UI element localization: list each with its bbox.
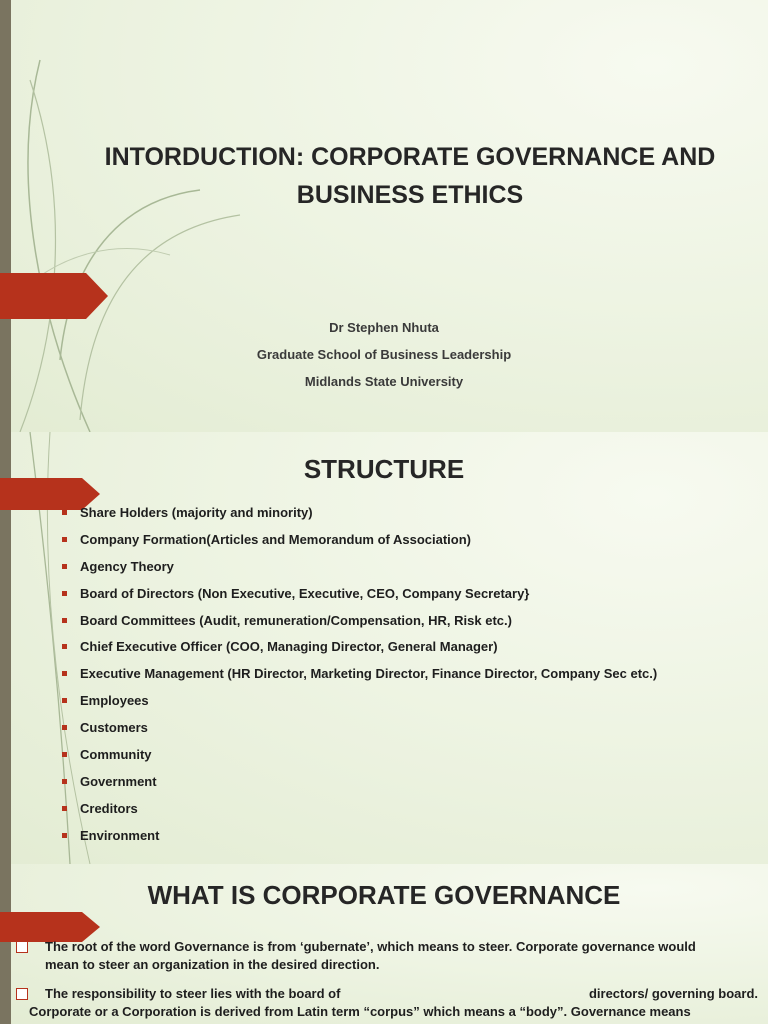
bullet-icon xyxy=(62,698,67,703)
list-item: Government xyxy=(60,773,657,800)
list-item: Chief Executive Officer (COO, Managing Director, General Manager) xyxy=(60,638,657,665)
school-name: Graduate School of Business Leadership xyxy=(256,347,512,362)
bullet-icon xyxy=(62,671,67,676)
list-item: Board of Directors (Non Executive, Executive, CEO, Company Secretary} xyxy=(60,585,657,612)
title-line-2: BUSINESS ETHICS xyxy=(296,181,524,209)
list-item: Community xyxy=(60,746,657,773)
title-line-1: INTORDUCTION: CORPORATE GOVERNANCE AND xyxy=(104,143,716,171)
paragraph-line: mean to steer an organization in the desired direction. xyxy=(45,957,380,972)
list-item: Employees xyxy=(60,692,657,719)
bullet-icon xyxy=(62,752,67,757)
checkbox-bullet-icon xyxy=(16,941,28,953)
paragraph-line: Corporate or a Corporation is derived from Latin term “corpus” which means a “body”. Governance means xyxy=(29,1004,691,1019)
list-item: Creditors xyxy=(60,800,657,827)
accent-arrow xyxy=(0,273,108,319)
paragraph-text-left: The responsibility to steer lies with the board of xyxy=(45,986,341,1001)
bullet-icon xyxy=(62,510,67,515)
author-name: Dr Stephen Nhuta xyxy=(329,320,439,335)
bullet-icon xyxy=(62,833,67,838)
list-item: Customers xyxy=(60,719,657,746)
list-item: Company Formation(Articles and Memorandum of Association) xyxy=(60,531,657,558)
decorative-curves xyxy=(0,0,260,432)
paragraph-line: The root of the word Governance is from ‘gubernate’, which means to steer. Corporate governance would xyxy=(45,939,696,954)
list-item: Board Committees (Audit, remuneration/Compensation, HR, Risk etc.) xyxy=(60,612,657,639)
bullet-icon xyxy=(62,564,67,569)
list-item: Executive Management (HR Director, Marketing Director, Finance Director, Company Sec etc.) xyxy=(60,665,657,692)
bullet-icon xyxy=(62,779,67,784)
bullet-icon xyxy=(62,537,67,542)
paragraph-line xyxy=(45,985,758,1003)
bullet-icon xyxy=(62,806,67,811)
list-item: Agency Theory xyxy=(60,558,657,585)
bullet-icon xyxy=(62,644,67,649)
paragraph-text-right: directors/ governing board. xyxy=(588,986,758,1001)
definition-title: WHAT IS CORPORATE GOVERNANCE xyxy=(147,880,621,910)
bullet-icon xyxy=(62,725,67,730)
definition-paragraph-1 xyxy=(16,938,758,974)
university-name: Midlands State University xyxy=(304,374,464,389)
checkbox-bullet-icon xyxy=(16,988,28,1000)
list-item: Share Holders (majority and minority) xyxy=(60,504,657,531)
bullet-icon xyxy=(62,618,67,623)
bullet-icon xyxy=(62,591,67,596)
slide-title-heading xyxy=(40,138,768,214)
structure-list xyxy=(60,504,657,854)
structure-title: STRUCTURE xyxy=(303,454,465,484)
slide-title xyxy=(0,0,768,432)
definition-paragraph-2 xyxy=(16,985,758,1021)
list-item: Environment xyxy=(60,827,657,854)
